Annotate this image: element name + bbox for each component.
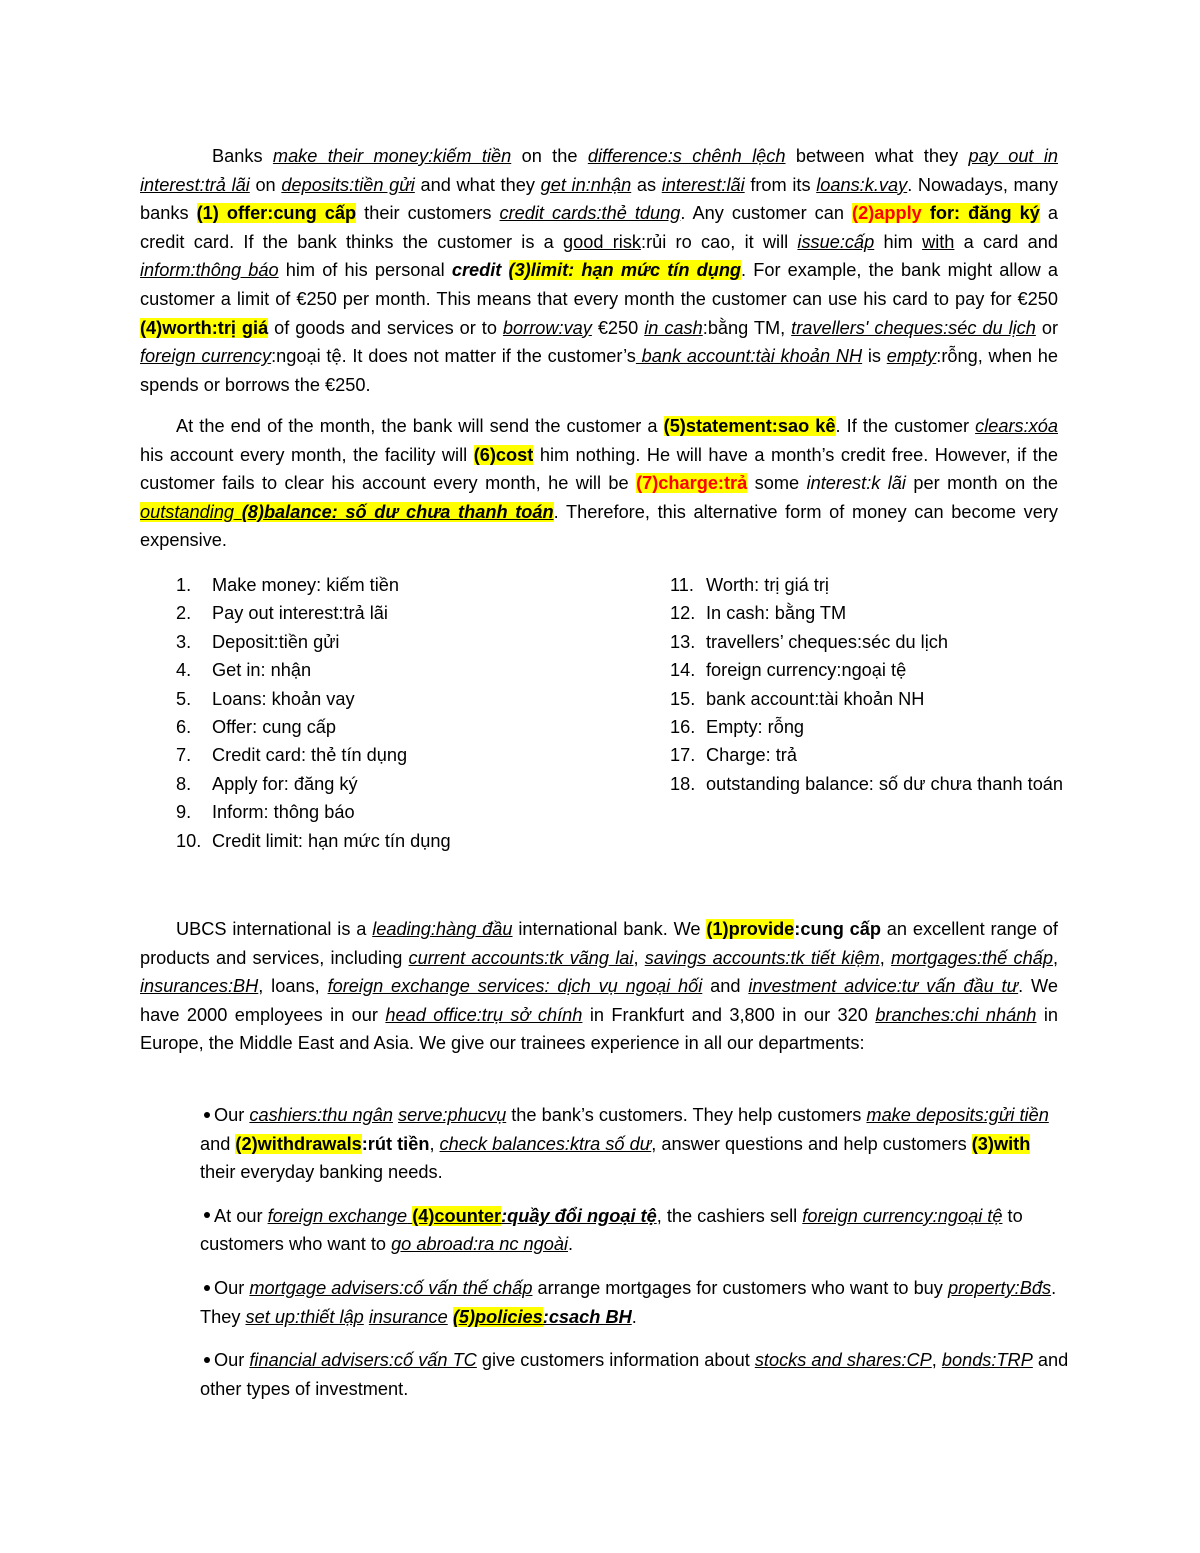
bullet-dot-icon: [204, 1285, 210, 1291]
text: . We have 2000 employees in our: [140, 976, 1058, 1025]
highlighted-term: (1) offer:cung cấp: [196, 203, 357, 224]
list-item: [670, 656, 1070, 684]
text: to customers who want to: [200, 1205, 1023, 1255]
list-item: [176, 770, 606, 798]
list-text: In cash: bằng TM: [706, 603, 847, 624]
text: as: [631, 174, 662, 195]
term: cashiers:thu ngân: [249, 1105, 393, 1125]
highlighted-term: (3)with: [971, 1133, 1031, 1154]
list-text: outstanding balance: số dư chưa thanh toán: [706, 773, 1064, 794]
list-number: 9.: [176, 802, 192, 823]
text: UBCS international is a: [176, 919, 373, 939]
bullet-cashiers: [200, 1101, 1070, 1187]
text: and: [702, 976, 749, 997]
text: in Frankfurt and 3,800 in our 320: [582, 1004, 876, 1025]
list-item: [176, 571, 606, 599]
list-text: Apply for: đăng ký: [212, 773, 358, 794]
bullet-financial-advisers: [200, 1346, 1070, 1403]
highlighted-term: (1)provide: [706, 919, 795, 939]
text: [234, 502, 242, 522]
text: ,: [879, 947, 892, 968]
highlighted-term: (4)worth:trị giá: [140, 317, 269, 338]
text: him: [874, 231, 923, 252]
text: Our: [214, 1105, 250, 1125]
list-item: [670, 685, 1070, 713]
list-text: bank account:tài khoản NH: [706, 688, 925, 709]
list-text: foreign currency:ngoại tệ: [706, 660, 907, 681]
vocab-list-left: [176, 571, 606, 855]
term: pay out in interest:trả lãi: [140, 146, 1058, 195]
term: borrow:vay: [502, 317, 592, 338]
highlighted-term: (6)cost: [473, 444, 534, 465]
term: investment advice:tư vấn đầu tư: [748, 976, 1019, 997]
term: interest:lãi: [661, 174, 745, 195]
term: interest:k lãi: [806, 473, 906, 494]
highlighted-term: trả: [724, 473, 748, 494]
term: mortgage advisers:cố vấn thế chấp: [249, 1277, 533, 1298]
text: some: [747, 473, 807, 494]
text: :bằng TM,: [702, 317, 792, 338]
term: savings accounts:tk tiết kiệm: [644, 947, 880, 968]
list-number: 7.: [176, 745, 192, 766]
text: . Any customer can: [680, 203, 853, 224]
term: loans:k.vay: [816, 174, 908, 195]
list-number: 13.: [670, 631, 696, 652]
term: current accounts:tk vãng lai: [408, 947, 634, 968]
bullet-dot-icon: [204, 1212, 210, 1218]
term: travellers' cheques:séc du lịch: [791, 317, 1036, 338]
list-text: Offer: cung cấp: [212, 717, 337, 738]
list-item: [176, 741, 606, 769]
list-text: Get in: nhận: [212, 660, 312, 681]
text: , answer questions and help customers: [651, 1133, 972, 1154]
list-number: 14.: [670, 660, 696, 681]
text: on the: [511, 146, 588, 166]
list-text: Empty: rỗng: [706, 717, 805, 738]
list-number: 8.: [176, 773, 192, 794]
text: give customers information about: [476, 1350, 755, 1371]
highlighted-term: for: đăng ký: [921, 203, 1040, 224]
text: Banks: [212, 146, 273, 166]
highlighted-term: (5)statement:sao kê: [663, 416, 836, 436]
list-item: [176, 599, 606, 627]
list-item: [670, 628, 1070, 656]
text: their everyday banking needs.: [200, 1162, 443, 1183]
list-number: 10.: [176, 830, 202, 851]
text: Our: [214, 1350, 250, 1371]
paragraph-ubcs: [140, 915, 1058, 1058]
text: a credit card. If the bank thinks the customer is a: [140, 203, 1059, 252]
term: stocks and shares:CP: [754, 1350, 932, 1371]
list-text: Worth: trị giá trị: [706, 575, 829, 595]
list-text: travellers’ cheques:séc du lịch: [706, 631, 948, 652]
text: :rỗng, when he spends or borrows the €250.: [140, 346, 1058, 395]
highlighted-term: (2)apply: [852, 203, 922, 224]
term: head office:trụ sở chính: [385, 1004, 583, 1025]
list-item: [176, 713, 606, 741]
highlighted-term: (7)charge:: [636, 473, 724, 494]
department-bullets: [200, 1101, 1070, 1418]
highlighted-term: (5)policies: [452, 1306, 543, 1327]
term: foreign currency:ngoại tệ: [802, 1205, 1003, 1226]
vocab-list-right: [670, 571, 1070, 798]
text: an excellent range of products and services, including: [140, 919, 1058, 968]
list-item: [176, 628, 606, 656]
term: foreign exchange services: dịch vụ ngoại hối: [327, 976, 703, 997]
text: a card and: [954, 231, 1058, 252]
term: insurances:BH: [140, 976, 259, 997]
list-number: 2.: [176, 603, 192, 624]
list-number: 11.: [670, 575, 694, 595]
bold-term: :quầy đổi ngoại tệ: [501, 1205, 657, 1226]
term: bank account:tài khoản NH: [635, 346, 863, 367]
list-item: [670, 741, 1070, 769]
list-text: Charge: trả: [706, 745, 797, 766]
term: make their money:kiếm tiền: [272, 146, 512, 166]
text: is: [862, 346, 887, 367]
list-item: [670, 713, 1070, 741]
bold-term: :csach BH: [542, 1306, 632, 1327]
list-item: [176, 798, 606, 826]
text: the bank’s customers. They help customers: [506, 1105, 867, 1125]
list-item: [670, 571, 1070, 599]
term: go abroad:ra nc ngoài: [391, 1234, 569, 1255]
highlighted-term: (4)counter: [412, 1205, 502, 1226]
term: mortgages:thế chấp: [891, 947, 1053, 968]
text: ,: [633, 947, 645, 968]
bold-term: credit: [451, 260, 502, 281]
text: and: [200, 1133, 236, 1154]
list-number: 4.: [176, 660, 192, 681]
text: ,: [429, 1133, 440, 1154]
text: on: [249, 174, 282, 195]
text: their customers: [356, 203, 500, 224]
text: Our: [214, 1277, 250, 1298]
list-text: Credit card: thẻ tín dụng: [212, 745, 408, 766]
list-number: 3.: [176, 631, 192, 652]
list-number: 1.: [176, 575, 192, 595]
term: set up:thiết lập: [245, 1306, 364, 1327]
bullet-dot-icon: [204, 1357, 210, 1363]
list-item: [670, 599, 1070, 627]
text: and other types of investment.: [200, 1350, 1069, 1399]
list-item: [176, 656, 606, 684]
text: and what they: [414, 174, 541, 195]
list-text: Loans: khoản vay: [212, 688, 355, 709]
term: branches:chi nhánh: [875, 1004, 1037, 1025]
list-number: 16.: [670, 717, 696, 738]
list-number: 17.: [670, 745, 696, 766]
text: of goods and services or to: [268, 317, 503, 338]
text: him of his personal: [278, 260, 452, 281]
term: empty: [886, 346, 937, 367]
term: foreign currency: [140, 346, 272, 367]
term: make deposits:gửi tiền: [866, 1105, 1049, 1125]
term: inform:thông báo: [140, 260, 279, 281]
text: .: [631, 1306, 637, 1327]
term: foreign exchange: [267, 1205, 408, 1226]
text: per month on the: [905, 473, 1058, 494]
term: credit cards:thẻ tdung: [499, 203, 681, 224]
highlighted-term: (2)withdrawals: [235, 1133, 362, 1154]
bold-term: :rút tiền: [361, 1133, 430, 1154]
bold-term: :cung cấp: [794, 919, 881, 939]
list-text: Inform: thông báo: [212, 802, 355, 823]
term: serve:phucvụ: [398, 1105, 507, 1125]
text: , loans,: [258, 976, 328, 997]
list-text: Pay out interest:trả lãi: [212, 603, 388, 624]
list-number: 5.: [176, 688, 192, 709]
text: arrange mortgages for customers who want to buy: [532, 1277, 948, 1298]
list-number: 18.: [670, 773, 696, 794]
text: his account every month, the facility will: [140, 444, 474, 465]
text: or: [1035, 317, 1059, 338]
text: . Therefore, this alternative form of money can become very expensive.: [140, 501, 1058, 551]
text: . Nowadays, many banks: [140, 174, 1059, 224]
term: financial advisers:cố vấn TC: [249, 1350, 477, 1371]
list-item: [176, 827, 606, 855]
term: with: [922, 231, 955, 252]
text: between what they: [785, 146, 969, 166]
text: :rủi ro cao, it will: [641, 231, 798, 252]
term: issue:cấp: [797, 231, 875, 252]
term: clears:xóa: [975, 416, 1058, 436]
list-item: [176, 685, 606, 713]
text: ,: [1052, 947, 1059, 968]
bullet-foreign-exchange: [200, 1202, 1070, 1259]
text: .: [568, 1234, 574, 1255]
list-number: 15.: [670, 688, 696, 709]
term: insurance: [368, 1306, 448, 1327]
highlighted-term: (8)balance: số dư chưa thanh toán: [241, 501, 554, 522]
term: bonds:TRP: [941, 1350, 1033, 1371]
text: At the end of the month, the bank will send the customer a: [176, 416, 664, 436]
list-text: Make money: kiếm tiền: [212, 575, 399, 595]
text: . For example, the bank might allow a customer a limit of €250 per month. This means that every month the customer can use his card to pay for €250: [140, 260, 1058, 309]
text: from its: [744, 174, 817, 195]
bullet-mortgage-advisers: [200, 1274, 1070, 1331]
term: check balances:ktra số dư: [439, 1133, 652, 1154]
list-number: 12.: [670, 603, 696, 624]
term: in cash: [644, 317, 703, 338]
text: him nothing. He will have a month’s credit free. However, if the customer fails to clear his account every month, he will be: [140, 444, 1058, 494]
paragraph-statement: [140, 412, 1058, 555]
list-text: Credit limit: hạn mức tín dụng: [212, 830, 451, 851]
term: deposits:tiền gửi: [281, 174, 415, 195]
text: , the cashiers sell: [656, 1205, 803, 1226]
text: :ngoại tệ. It does not matter if the customer’s: [271, 346, 636, 367]
text: ,: [931, 1350, 942, 1371]
list-number: 6.: [176, 717, 192, 738]
term: get in:nhận: [540, 174, 632, 195]
text: international bank. We: [512, 919, 707, 939]
term: property:Bđs: [947, 1277, 1052, 1298]
text: €250: [591, 317, 645, 338]
highlighted-term: outstanding: [140, 501, 235, 522]
text: in Europe, the Middle East and Asia. We give our trainees experience in all our departments:: [140, 1004, 1059, 1054]
term: good risk: [563, 231, 642, 252]
text: . They: [200, 1277, 1057, 1327]
list-text: Deposit:tiền gửi: [212, 631, 340, 652]
list-item: [670, 770, 1070, 798]
text: At our: [214, 1205, 268, 1226]
term: leading:hàng đầu: [372, 919, 513, 939]
highlighted-term: (3)limit: hạn mức tín dụng: [508, 260, 742, 281]
text: [501, 260, 508, 280]
paragraph-credit-cards: [140, 142, 1058, 399]
text: . If the customer: [835, 416, 976, 436]
term: difference:s chênh lệch: [587, 146, 786, 166]
bullet-dot-icon: [204, 1112, 210, 1118]
